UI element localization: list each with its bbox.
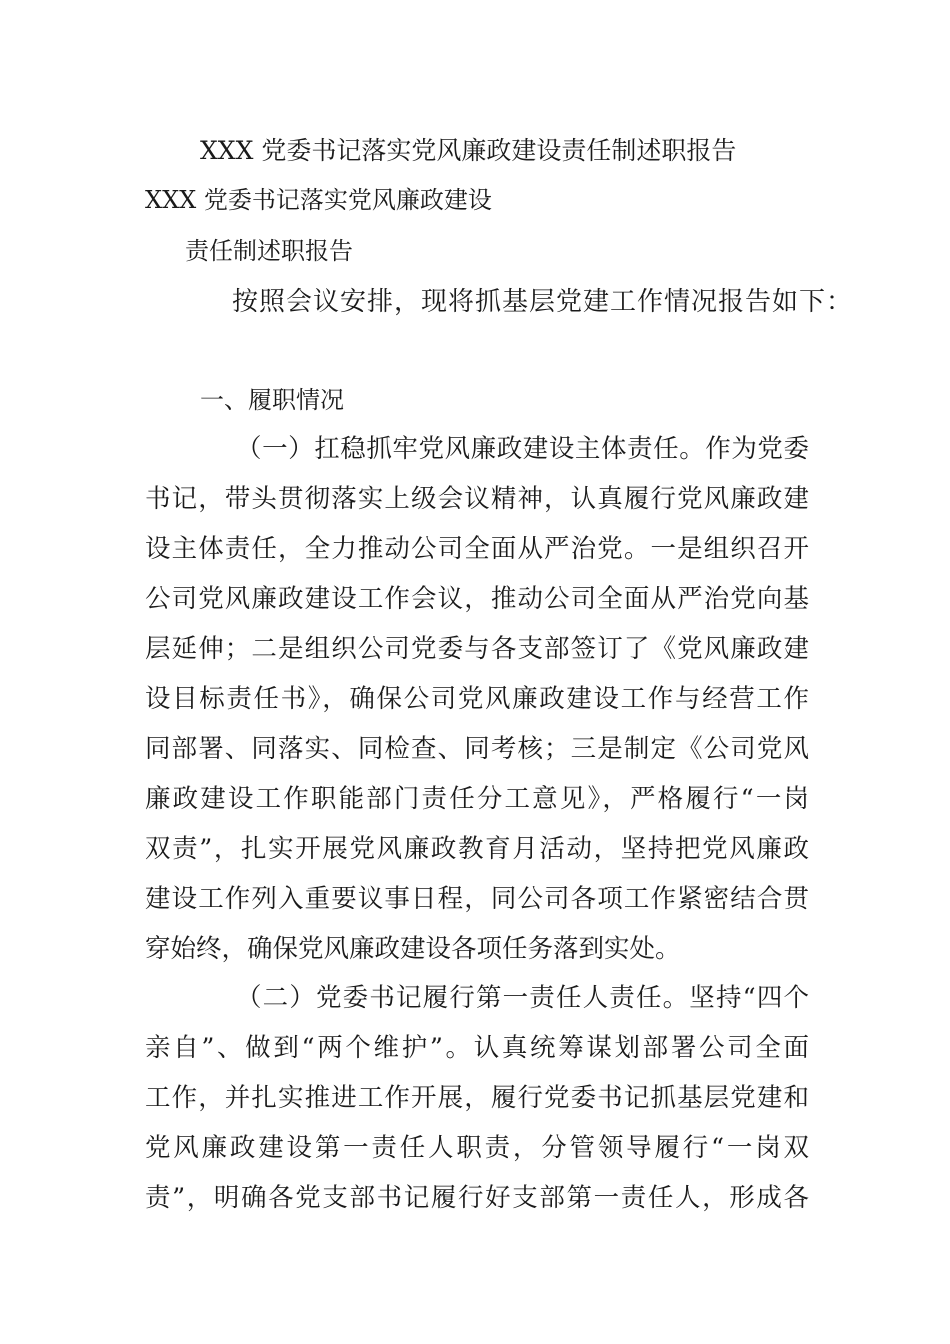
- paragraph-line: 建设工作列入重要议事日程，同公司各项工作紧密结合贯: [145, 884, 809, 914]
- paragraph-line: 责”，明确各党支部书记履行好支部第一责任人，形成各: [145, 1183, 809, 1213]
- document-title: XXX 党委书记落实党风廉政建设责任制述职报告: [200, 136, 737, 165]
- paragraph-line: （二）党委书记履行第一责任人责任。坚持“四个: [236, 983, 809, 1013]
- paragraph-line: 工作，并扎实推进工作开展，履行党委书记抓基层党建和: [145, 1083, 809, 1113]
- paragraph-line: 层延伸；二是组织公司党委与各支部签订了《党风廉政建: [145, 634, 809, 664]
- document-subtitle-line-1: XXX 党委书记落实党风廉政建设: [145, 186, 492, 214]
- paragraph-line: 设目标责任书》，确保公司党风廉政建设工作与经营工作: [145, 684, 809, 714]
- paragraph-line: 亲自”、做到“两个维护”。认真统筹谋划部署公司全面: [145, 1033, 809, 1063]
- paragraph-line: 穿始终，确保党风廉政建设各项任务落到实处。: [145, 934, 681, 964]
- paragraph-line: 同部署、同落实、同检查、同考核；三是制定《公司党风: [145, 734, 809, 764]
- paragraph-line: 廉政建设工作职能部门责任分工意见》，严格履行“一岗: [145, 784, 809, 814]
- paragraph-line: 设主体责任，全力推动公司全面从严治党。一是组织召开: [145, 534, 809, 564]
- paragraph-line: 双责”，扎实开展党风廉政教育月活动，坚持把党风廉政: [145, 834, 809, 864]
- paragraph-line: 党风廉政建设第一责任人职责，分管领导履行“一岗双: [145, 1133, 809, 1163]
- paragraph-1: [145, 424, 809, 974]
- paragraph-line: （一）扛稳抓牢党风廉政建设主体责任。作为党委: [236, 434, 809, 464]
- paragraph-line: 公司党风廉政建设工作会议，推动公司全面从严治党向基: [145, 584, 809, 614]
- intro-sentence: 按照会议安排，现将抓基层党建工作情况报告如下：: [232, 287, 854, 317]
- paragraph-2: [145, 973, 809, 1223]
- section-heading: 一、履职情况: [200, 386, 344, 414]
- paragraph-line: 书记，带头贯彻落实上级会议精神，认真履行党风廉政建: [145, 484, 809, 514]
- document-subtitle-line-2: 责任制述职报告: [185, 237, 353, 265]
